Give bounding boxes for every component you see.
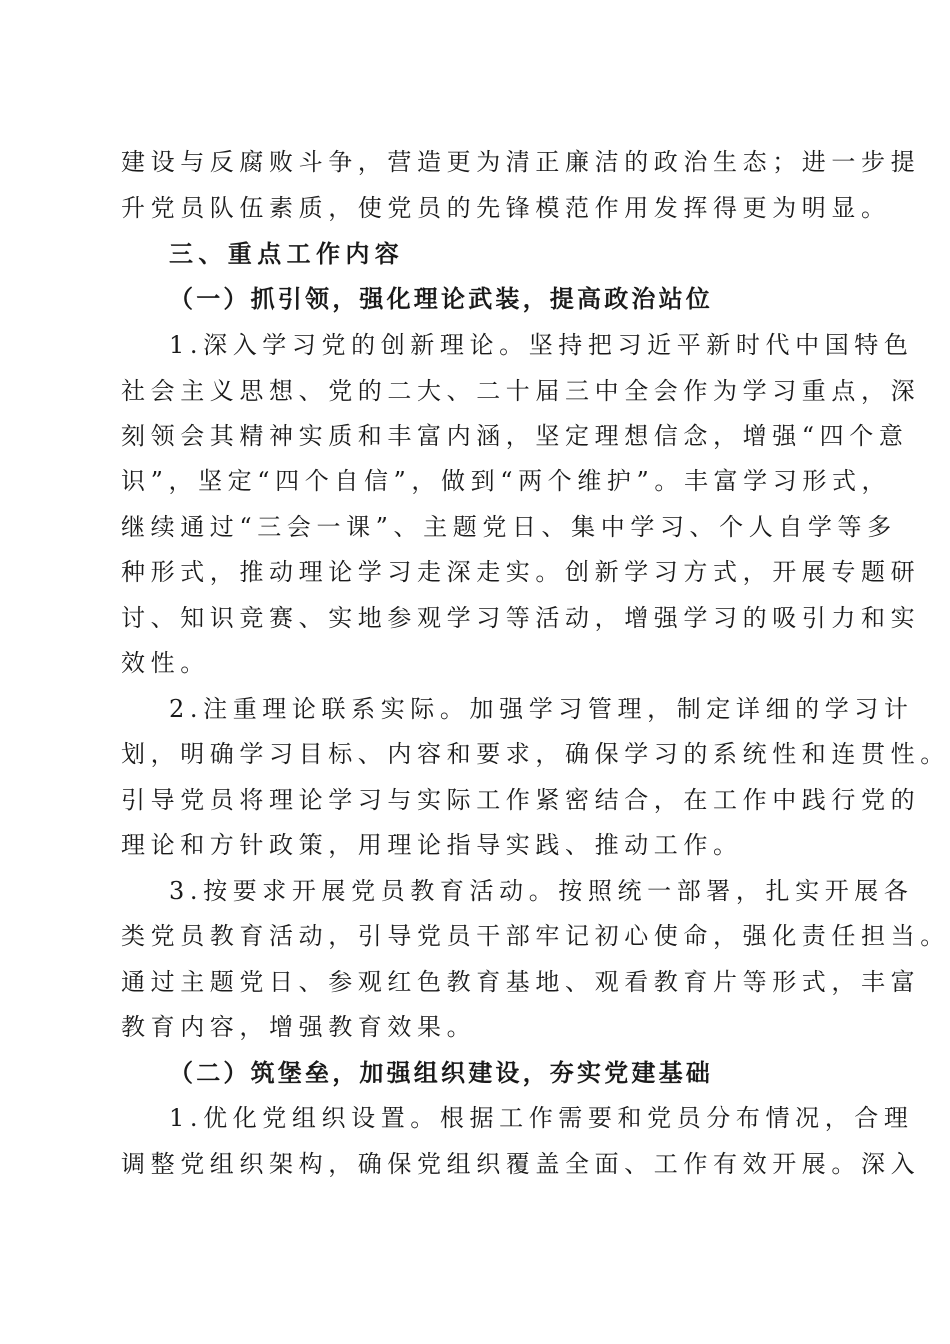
body-text-line: 通过主题党日、参观红色教育基地、观看教育片等形式，丰富: [121, 968, 921, 996]
section-heading: 三、重点工作内容: [169, 240, 405, 268]
body-text-line: 理论和方针政策，用理论指导实践、推动工作。: [121, 831, 743, 859]
body-text-line: 刻领会其精神实质和丰富内涵，坚定理想信念，增强“四个意: [121, 422, 909, 450]
body-text-line: 1.优化党组织设置。根据工作需要和党员分布情况，合理: [169, 1104, 914, 1132]
body-text-line: 继续通过“三会一课”、主题党日、集中学习、个人自学等多: [121, 513, 897, 541]
body-text-line: 建设与反腐败斗争，营造更为清正廉洁的政治生态；进一步提: [121, 148, 921, 176]
body-text-line: 划，明确学习目标、内容和要求，确保学习的系统性和连贯性。: [121, 740, 950, 768]
sub-section-heading: （一）抓引领，强化理论武装，提高政治站位: [169, 284, 713, 313]
body-text-line: 种形式，推动理论学习走深走实。创新学习方式，开展专题研: [121, 558, 921, 586]
body-text-line: 类党员教育活动，引导党员干部牢记初心使命，强化责任担当。: [121, 922, 950, 950]
body-text-line: 识”，坚定“四个自信”，做到“两个维护”。丰富学习形式，: [121, 467, 892, 495]
body-text-line: 引导党员将理论学习与实际工作紧密结合，在工作中践行党的: [121, 786, 921, 814]
body-text-line: 效性。: [121, 649, 210, 677]
body-text-line: 升党员队伍素质，使党员的先锋模范作用发挥得更为明显。: [121, 194, 891, 222]
body-text-line: 2.注重理论联系实际。加强学习管理，制定详细的学习计: [169, 695, 914, 723]
body-text-line: 调整党组织架构，确保党组织覆盖全面、工作有效开展。深入: [121, 1150, 921, 1178]
sub-section-heading: （二）筑堡垒，加强组织建设，夯实党建基础: [169, 1058, 713, 1087]
body-text-line: 教育内容，增强教育效果。: [121, 1013, 477, 1041]
body-text-line: 3.按要求开展党员教育活动。按照统一部署，扎实开展各: [169, 877, 914, 905]
body-text-line: 讨、知识竞赛、实地参观学习等活动，增强学习的吸引力和实: [121, 604, 921, 632]
body-text-line: 社会主义思想、党的二大、二十届三中全会作为学习重点，深: [121, 377, 921, 405]
body-text-line: 1.深入学习党的创新理论。坚持把习近平新时代中国特色: [169, 331, 914, 359]
